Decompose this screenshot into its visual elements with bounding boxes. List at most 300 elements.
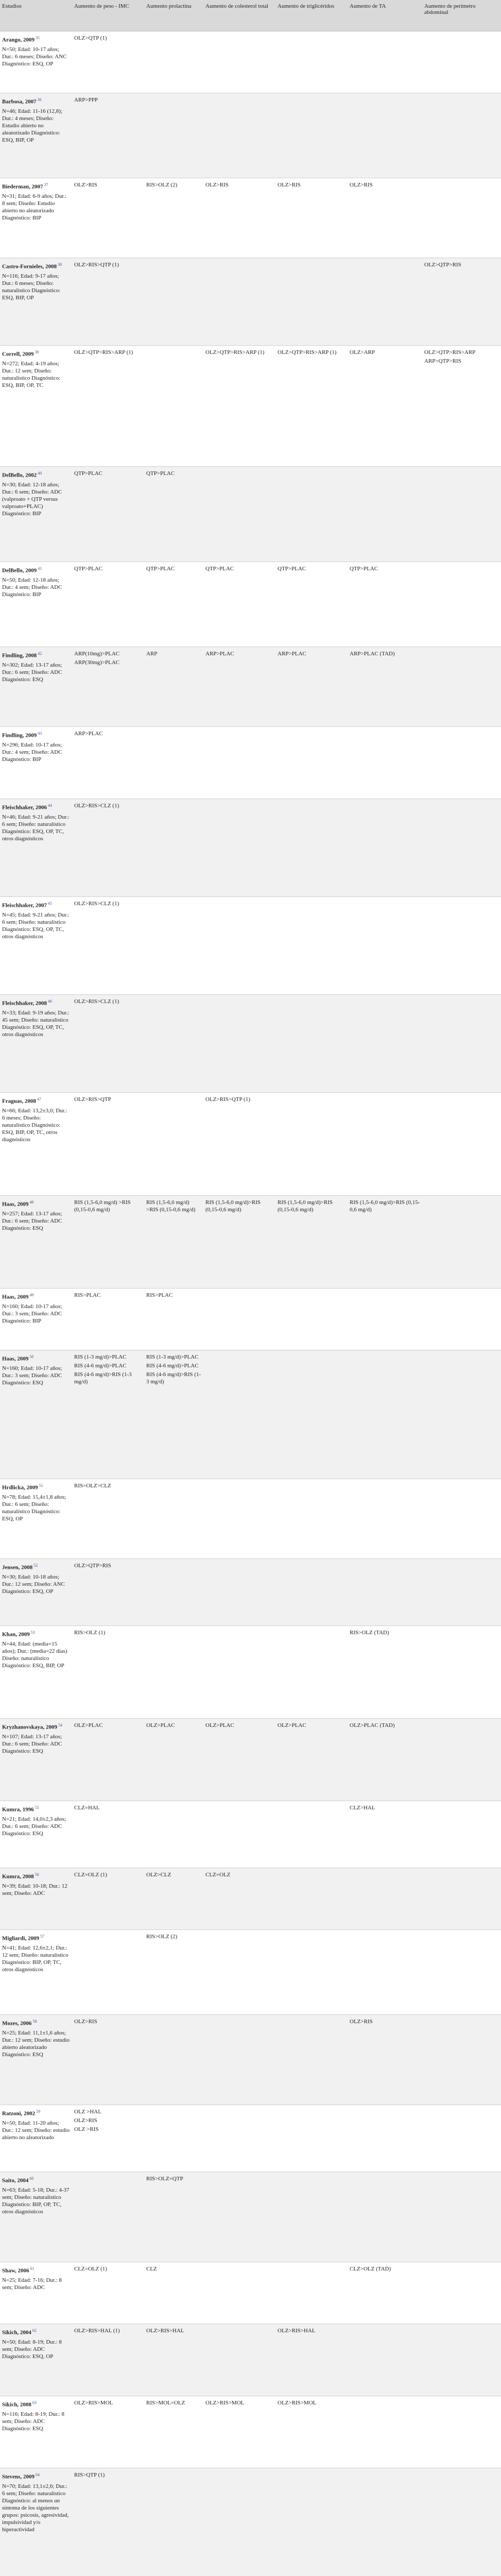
effect-value: OLZ>RIS>QTP (1) <box>74 262 119 268</box>
effect-value: OLZ>RIS>HAL <box>146 2328 184 2334</box>
effect-value: OLZ>RIS>QTP (1) <box>205 1096 250 1103</box>
header-trigliceridos: Aumento de triglicéridos <box>275 0 348 31</box>
effect-cell <box>72 258 144 346</box>
effect-cell <box>348 1801 422 1868</box>
reference-link[interactable]: 61 <box>30 2266 34 2271</box>
effect-cell <box>203 1626 275 1719</box>
effect-cell <box>203 31 275 93</box>
effect-cell <box>422 2172 501 2262</box>
table-row <box>0 727 501 799</box>
effect-cell <box>203 1479 275 1559</box>
effect-cell <box>203 995 275 1093</box>
reference-link[interactable]: 60 <box>29 2176 34 2181</box>
effect-value: OLZ>PLAC <box>146 1722 175 1728</box>
effect-cell <box>72 2015 144 2105</box>
study-cell <box>0 1479 72 1559</box>
effect-cell <box>348 2396 422 2468</box>
study-cell <box>0 2105 72 2172</box>
effect-cell <box>422 897 501 995</box>
study-details: N=70; Edad: 13,1±2,6; Dur.: 6 sem; Diseño: naturalístico Diagnóstico: al menos un síntoma de los siguientes grupos: psicosis, agresividad, impulsividad y/o hiperactividad <box>2 2483 69 2533</box>
effect-cell <box>348 1093 422 1196</box>
reference-link[interactable]: 55 <box>34 1805 39 1810</box>
study-name: Ratzoni, 2002 <box>2 2110 36 2117</box>
effect-cell <box>422 1479 501 1559</box>
study-name: Kryzhanovskaya, 2009 <box>2 1724 57 1731</box>
effect-cell <box>275 93 348 178</box>
effect-cell <box>203 2172 275 2262</box>
effect-cell <box>275 1719 348 1801</box>
effect-cell <box>348 346 422 467</box>
study-details: N=41; Edad: 12,6±2,1; Dur.: 12 sem; Diseño: naturalístico Diagnóstico: BIP, OP, TC, otros diagnósticos <box>2 1944 68 1973</box>
study-details: N=66; Edad: 13,2±3,0; Dur.: 6 meses; Diseño: naturalístico Diagnóstico: ESQ, BIP, OP, TC, otros diagnósticos <box>2 1107 67 1143</box>
effect-cell <box>422 1801 501 1868</box>
effect-cell <box>203 258 275 346</box>
table-row <box>0 2324 501 2396</box>
effect-cell <box>348 1196 422 1289</box>
study-name: Mozes, 2006 <box>2 2020 32 2027</box>
effect-value: OLZ>RIS>MOL <box>74 2400 113 2406</box>
study-cell <box>0 2172 72 2262</box>
study-cell <box>0 178 72 258</box>
effect-cell <box>203 727 275 799</box>
reference-link[interactable]: 64 <box>35 2472 40 2477</box>
effect-value: RIS (1-3 mg/d)>PLAC <box>74 1354 127 1360</box>
reference-link[interactable]: 41 <box>38 566 42 571</box>
table-row <box>0 2262 501 2324</box>
effect-cell <box>144 2396 203 2468</box>
study-cell <box>0 346 72 467</box>
effect-cell <box>275 2015 348 2105</box>
effect-cell <box>422 2324 501 2396</box>
effect-value: OLZ>RIS>HAL (1) <box>74 2328 120 2334</box>
table-row <box>0 1479 501 1559</box>
effect-cell <box>422 799 501 897</box>
effect-cell <box>348 897 422 995</box>
effect-cell <box>348 1626 422 1719</box>
study-details: N=50; Edad: 12-18 años; Dur.: 4 sem; Diseño: ADC Diagnóstico: BIP <box>2 577 62 598</box>
effect-cell <box>275 346 348 467</box>
header-colesterol: Aumento de colesterol total <box>203 0 275 31</box>
table-row <box>0 178 501 258</box>
reference-link[interactable]: 40 <box>38 471 42 476</box>
effect-cell <box>275 562 348 647</box>
effect-value: RIS>OLZ=QTP <box>146 2176 183 2182</box>
effect-value: OLZ>PLAC <box>205 1722 234 1728</box>
study-cell <box>0 1350 72 1479</box>
effect-value: OLZ>PLAC <box>74 1722 103 1728</box>
effect-cell <box>144 562 203 647</box>
effect-cell <box>275 1801 348 1868</box>
study-name: Findling, 2008 <box>2 652 37 659</box>
effect-cell <box>203 346 275 467</box>
study-details: N=39; Edad: 10-18; Dur.: 12 sem; Diseño: ADC <box>2 1883 67 1896</box>
effect-value: OLZ>RIS <box>74 2117 97 2124</box>
effect-value: RIS>PLAC <box>146 1292 173 1298</box>
effect-cell <box>275 1350 348 1479</box>
reference-link[interactable]: 54 <box>58 1723 62 1727</box>
effect-value: OLZ>QTP>RIS <box>74 1563 111 1569</box>
study-cell <box>0 31 72 93</box>
header-ta: Aumento de TA <box>348 0 422 31</box>
effect-cell <box>144 1868 203 1930</box>
effect-cell <box>144 1719 203 1801</box>
reference-link[interactable]: 43 <box>38 731 42 736</box>
effect-cell <box>72 1093 144 1196</box>
header-peso-imc: Aumento de peso - IMC <box>72 0 144 31</box>
effect-cell <box>275 2172 348 2262</box>
effect-cell <box>144 178 203 258</box>
study-cell <box>0 2262 72 2324</box>
table-row <box>0 647 501 727</box>
study-cell <box>0 1930 72 2015</box>
study-details: N=257; Edad: 13-17 años; Dur.: 6 sem; Diseño: ADC Diagnóstico: ESQ <box>2 1210 62 1231</box>
effect-cell <box>348 2015 422 2105</box>
effect-cell <box>203 1801 275 1868</box>
effect-cell <box>275 1868 348 1930</box>
effect-cell <box>348 799 422 897</box>
reference-link[interactable]: 38 <box>58 262 62 267</box>
reference-link[interactable]: 45 <box>48 901 52 906</box>
effect-cell <box>72 1559 144 1626</box>
reference-link[interactable]: 59 <box>36 2109 41 2114</box>
effect-cell <box>422 647 501 727</box>
effect-value: OLZ>RIS>CLZ (1) <box>74 901 119 907</box>
table-row <box>0 1196 501 1289</box>
effect-cell <box>203 799 275 897</box>
effect-value: RIS (1,5-6,0 mg/d)>RIS (0,15-0,6 mg/d) <box>205 1199 261 1213</box>
table-row <box>0 2468 501 2576</box>
study-name: Fleischhaker, 2006 <box>2 804 47 811</box>
effect-cell <box>203 2468 275 2576</box>
reference-link[interactable]: 53 <box>30 1630 35 1635</box>
study-details: N=296; Edad: 10-17 años; Dur.: 4 sem; Diseño: ADC Diagnóstico: BIP <box>2 741 62 762</box>
effect-cell <box>72 1479 144 1559</box>
effect-cell <box>72 2105 144 2172</box>
table-row <box>0 897 501 995</box>
table-row <box>0 562 501 647</box>
table-row <box>0 258 501 346</box>
effect-value: OLZ>QTP>RIS>ARP (1) <box>205 349 265 355</box>
study-details: N=63; Edad: 5-18; Dur.: 4-37 sem; Diseño: naturalístico Diagnóstico: BIP, OP, TC, otros diagnósticos <box>2 2187 70 2215</box>
reference-link[interactable]: 62 <box>32 2328 37 2333</box>
effect-cell <box>203 1289 275 1350</box>
study-name: Stevens, 2009 <box>2 2473 34 2480</box>
effect-cell <box>72 31 144 93</box>
effect-cell <box>203 2396 275 2468</box>
effect-value: OLZ>PLAC <box>278 1722 306 1728</box>
reference-link[interactable]: 36 <box>37 97 42 102</box>
effect-cell <box>144 2262 203 2324</box>
effect-value: OLZ>RIS>MOL <box>205 2400 245 2406</box>
study-details: N=31; Edad: 6-9 años; Dur.: 8 sem; Diseño: Estudio abierto no aleatorizado Diagnóstico: BIP <box>2 193 67 221</box>
effect-cell <box>144 799 203 897</box>
effect-value: OLZ>RIS>CLZ (1) <box>74 998 119 1005</box>
effect-cell <box>72 1350 144 1479</box>
table-body <box>0 31 501 2576</box>
table-row <box>0 1289 501 1350</box>
effect-value: ARP>QTP>RIS <box>424 358 461 364</box>
effect-cell <box>422 1930 501 2015</box>
effect-value: RIS (4-6 mg/d)>RIS (1-3 mg/d) <box>146 1371 201 1385</box>
effect-cell <box>422 178 501 258</box>
reference-link[interactable]: 47 <box>37 1097 41 1101</box>
study-details: N=107; Edad: 13-17 años; Dur.: 6 sem; Diseño: ADC Diagnóstico: ESQ <box>2 1733 62 1754</box>
effect-cell <box>422 2105 501 2172</box>
effect-cell <box>203 178 275 258</box>
reference-link[interactable]: 52 <box>33 1563 38 1568</box>
study-details: N=116; Edad: 9-17 años; Dur.: 6 meses; Diseño: naturalístico Diagnóstico: ESQ, BIP, OP <box>2 273 61 301</box>
effect-value: RIS>PLAC <box>74 1292 101 1298</box>
study-name: DelBello, 2002 <box>2 472 37 479</box>
effect-cell <box>275 727 348 799</box>
effect-value: QTP>PLAC <box>146 470 175 477</box>
study-details: N=78; Edad: 15,4±1,8 años; Dur.: 6 sem; Diseño: naturalístico Diagnóstico: ESQ, OP <box>2 1494 66 1522</box>
effect-cell <box>422 2262 501 2324</box>
effect-cell <box>348 258 422 346</box>
table-header-row <box>0 0 501 31</box>
study-details: N=46; Edad: 11-16 (12,8); Dur.: 4 meses; Diseño: Estudio abierto no aleatorizado Diagnóstico: ESQ, BIP, OP <box>2 108 62 143</box>
study-cell <box>0 897 72 995</box>
study-details: N=272; Edad: 4-19 años; Dur.: 12 sem; Diseño: naturalístico Diagnóstico: ESQ, BIP, OP, TC <box>2 360 61 388</box>
effect-cell <box>144 2468 203 2576</box>
table-row <box>0 1930 501 2015</box>
reference-link[interactable]: 49 <box>29 1293 34 1297</box>
effect-value: OLZ>RIS <box>278 182 301 188</box>
effect-cell <box>144 1093 203 1196</box>
effect-cell <box>422 467 501 562</box>
effect-value: RIS (4-6 mg/d)>PLAC <box>146 1363 199 1369</box>
study-name: Shaw, 2006 <box>2 2267 29 2274</box>
effect-cell <box>203 1719 275 1801</box>
study-cell <box>0 2015 72 2105</box>
effect-cell <box>72 467 144 562</box>
effect-value: OLZ>RIS <box>350 182 373 188</box>
study-details: N=30; Edad: 12-18 años; Dur.: 6 sem; Diseño: ADC (valproato + QTP versus valproato+PLAC) Diagnóstico: BIP <box>2 481 62 517</box>
effect-value: ARP>PLAC (TAD) <box>350 651 395 657</box>
effect-cell <box>422 1289 501 1350</box>
study-details: N=160; Edad: 10-17 años; Dur.: 3 sem; Diseño: ADC Diagnóstico: ESQ <box>2 1365 62 1386</box>
effect-cell <box>348 1930 422 2015</box>
effect-cell <box>144 897 203 995</box>
effect-cell <box>72 93 144 178</box>
effect-value: ARP(10mg)>PLAC <box>74 651 120 657</box>
reference-link[interactable]: 46 <box>48 999 52 1004</box>
study-cell <box>0 1801 72 1868</box>
effect-cell <box>203 1930 275 2015</box>
reference-link[interactable]: 42 <box>38 651 42 656</box>
effect-cell <box>275 2468 348 2576</box>
study-cell <box>0 1559 72 1626</box>
reference-link[interactable]: 57 <box>40 1934 45 1939</box>
effect-value: QTP>PLAC <box>205 566 234 572</box>
effect-value: RIS (4-6 mg/d)>PLAC <box>74 1363 127 1369</box>
effect-value: QTP>PLAC <box>350 566 378 572</box>
study-cell <box>0 1196 72 1289</box>
reference-link[interactable]: 56 <box>34 1872 39 1877</box>
effect-cell <box>203 562 275 647</box>
effect-cell <box>144 2172 203 2262</box>
study-details: N=25; Edad: 11,1±1,6 años; Dur.: 12 sem; Diseño: estudio abierto aleatorizado Diagnóstico: ESQ <box>2 2029 70 2058</box>
effect-cell <box>72 1868 144 1930</box>
study-details: N=160; Edad: 10-17 años; Dur.: 3 sem; Diseño: ADC Diagnóstico: BIP <box>2 1303 62 1324</box>
effect-cell <box>72 1626 144 1719</box>
effect-value: OLZ>RIS <box>74 182 97 188</box>
effect-cell <box>348 562 422 647</box>
table-row <box>0 1093 501 1196</box>
effect-cell <box>422 1626 501 1719</box>
study-details: N=21; Edad: 14,0±2,3 años; Dur.: 6 sem; Diseño: ADC Diagnóstico: ESQ <box>2 1816 66 1837</box>
reference-link[interactable]: 48 <box>29 1200 34 1205</box>
study-name: Haas, 2009 <box>2 1355 29 1362</box>
effect-cell <box>203 647 275 727</box>
effect-cell <box>72 1719 144 1801</box>
study-cell <box>0 562 72 647</box>
effect-cell <box>422 2468 501 2576</box>
effect-cell <box>348 1868 422 1930</box>
reference-link[interactable]: 37 <box>44 182 48 187</box>
reference-link[interactable]: 44 <box>48 803 52 808</box>
effect-cell <box>422 258 501 346</box>
effect-cell <box>144 1930 203 2015</box>
study-name: Hrdlicka, 2009 <box>2 1484 38 1491</box>
study-cell <box>0 799 72 897</box>
header-prolactina: Aumento prolactina <box>144 0 203 31</box>
effect-cell <box>72 1930 144 2015</box>
reference-link[interactable]: 35 <box>35 36 40 40</box>
effect-cell <box>275 647 348 727</box>
effect-cell <box>348 995 422 1093</box>
effect-value: CLZ <box>146 2266 157 2272</box>
effect-cell <box>422 727 501 799</box>
table-row <box>0 1559 501 1626</box>
effect-value: ARP>PLAC <box>205 651 234 657</box>
table-row <box>0 1801 501 1868</box>
effect-cell <box>422 1196 501 1289</box>
effect-value: QTP>PLAC <box>74 566 103 572</box>
effect-cell <box>203 2015 275 2105</box>
effect-cell <box>275 1289 348 1350</box>
effect-value: OLZ>RIS <box>350 2019 373 2025</box>
effect-value: RIS (1-3 mg/d)>PLAC <box>146 1354 199 1360</box>
reference-link[interactable]: 58 <box>32 2019 37 2024</box>
effect-value: RIS>OLZ (1) <box>74 1630 106 1636</box>
reference-link[interactable]: 50 <box>29 1354 34 1359</box>
study-cell <box>0 995 72 1093</box>
study-cell <box>0 647 72 727</box>
effect-cell <box>275 2324 348 2396</box>
effect-cell <box>275 2262 348 2324</box>
effect-cell <box>72 2262 144 2324</box>
effect-cell <box>203 2262 275 2324</box>
effect-value: OLZ>QTP (1) <box>74 35 107 41</box>
effect-cell <box>72 178 144 258</box>
effect-cell <box>275 2396 348 2468</box>
effect-value: CLZ=OLZ (1) <box>74 1872 107 1878</box>
reference-link[interactable]: 39 <box>34 350 39 354</box>
effect-value: OLZ>RIS <box>74 2019 97 2025</box>
effect-cell <box>422 31 501 93</box>
effect-cell <box>275 1479 348 1559</box>
effect-cell <box>203 1196 275 1289</box>
study-details: N=46; Edad: 9-21 años; Dur.: 6 sem; Diseño: naturalístico Diagnóstico: ESQ, OP, TC, otros diagnósticos <box>2 814 70 842</box>
effect-cell <box>144 467 203 562</box>
study-name: Kumra, 1996 <box>2 1806 34 1813</box>
study-name: Haas, 2009 <box>2 1201 29 1208</box>
effect-cell <box>348 31 422 93</box>
effect-cell <box>72 897 144 995</box>
effect-cell <box>275 1626 348 1719</box>
study-name: Fraguas, 2008 <box>2 1098 36 1105</box>
effect-value: RIS>OLZ (2) <box>146 1934 178 1940</box>
effect-cell <box>348 2468 422 2576</box>
reference-link[interactable]: 63 <box>32 2400 37 2405</box>
table-row <box>0 2015 501 2105</box>
effect-value: OLZ >HAL <box>74 2109 101 2115</box>
study-name: Kumra, 2008 <box>2 1873 34 1880</box>
study-details: N=50; Edad: 8-19; Dur.: 8 sem; Diseño: ADC Diagnóstico: ESQ, OP <box>2 2338 62 2360</box>
effect-cell <box>144 258 203 346</box>
effect-cell <box>72 2172 144 2262</box>
effect-cell <box>144 1196 203 1289</box>
effect-cell <box>144 1801 203 1868</box>
study-cell <box>0 93 72 178</box>
effect-value: OLZ >RIS <box>74 2126 99 2132</box>
effect-value: OLZ>QTP>RIS <box>424 262 461 268</box>
study-cell <box>0 2324 72 2396</box>
effect-value: RIS (1,5-6,0 mg/d) >RIS (0,15-0,6 mg/d) <box>74 1199 131 1213</box>
study-cell <box>0 2396 72 2468</box>
study-name: Sikich, 2004 <box>2 2329 31 2336</box>
effect-value: OLZ>PLAC (TAD) <box>350 1722 395 1728</box>
effect-cell <box>144 1479 203 1559</box>
study-cell <box>0 1093 72 1196</box>
effect-cell <box>144 995 203 1093</box>
table-row <box>0 31 501 93</box>
study-details: N=33; Edad: 9-19 años; Dur.: 45 sem; Diseño: naturalístico Diagnóstico: ESQ, OP, TC, otros diagnósticos <box>2 1009 70 1038</box>
effect-cell <box>275 1930 348 2015</box>
effect-cell <box>275 467 348 562</box>
study-details: N=50; Edad: 10-17 años; Dur.: 6 meses; Diseño: ANC Diagnóstico: ESQ, OP <box>2 46 67 67</box>
effect-value: QTP>PLAC <box>74 470 103 477</box>
effect-value: RIS (1,5-6,0 mg/d)>RIS (0,15-0,6 mg/d) <box>278 1199 333 1213</box>
effect-cell <box>144 1350 203 1479</box>
effect-value: ARP>PLAC <box>278 651 306 657</box>
table-row <box>0 2105 501 2172</box>
effect-cell <box>348 1289 422 1350</box>
header-estudios: Estudios <box>0 0 72 31</box>
effect-value: OLZ>RIS>MOL <box>278 2400 317 2406</box>
effect-cell <box>275 1093 348 1196</box>
study-name: Saito, 2004 <box>2 2177 29 2184</box>
reference-link[interactable]: 51 <box>39 1483 43 1488</box>
effect-cell <box>72 346 144 467</box>
effect-cell <box>348 2172 422 2262</box>
effect-cell <box>348 1719 422 1801</box>
table-row <box>0 1350 501 1479</box>
effect-cell <box>422 1719 501 1801</box>
effect-cell <box>348 178 422 258</box>
effect-cell <box>348 2324 422 2396</box>
effect-cell <box>144 2105 203 2172</box>
effect-cell <box>72 1801 144 1868</box>
effect-cell <box>72 995 144 1093</box>
effect-cell <box>348 1559 422 1626</box>
study-name: Barbosa, 2007 <box>2 98 37 105</box>
study-name: Haas, 2009 <box>2 1294 29 1300</box>
study-details: N=302; Edad: 13-17 años; Dur.: 6 sem; Diseño: ADC Diagnóstico: ESQ <box>2 662 62 683</box>
effect-cell <box>72 647 144 727</box>
study-cell <box>0 1868 72 1930</box>
